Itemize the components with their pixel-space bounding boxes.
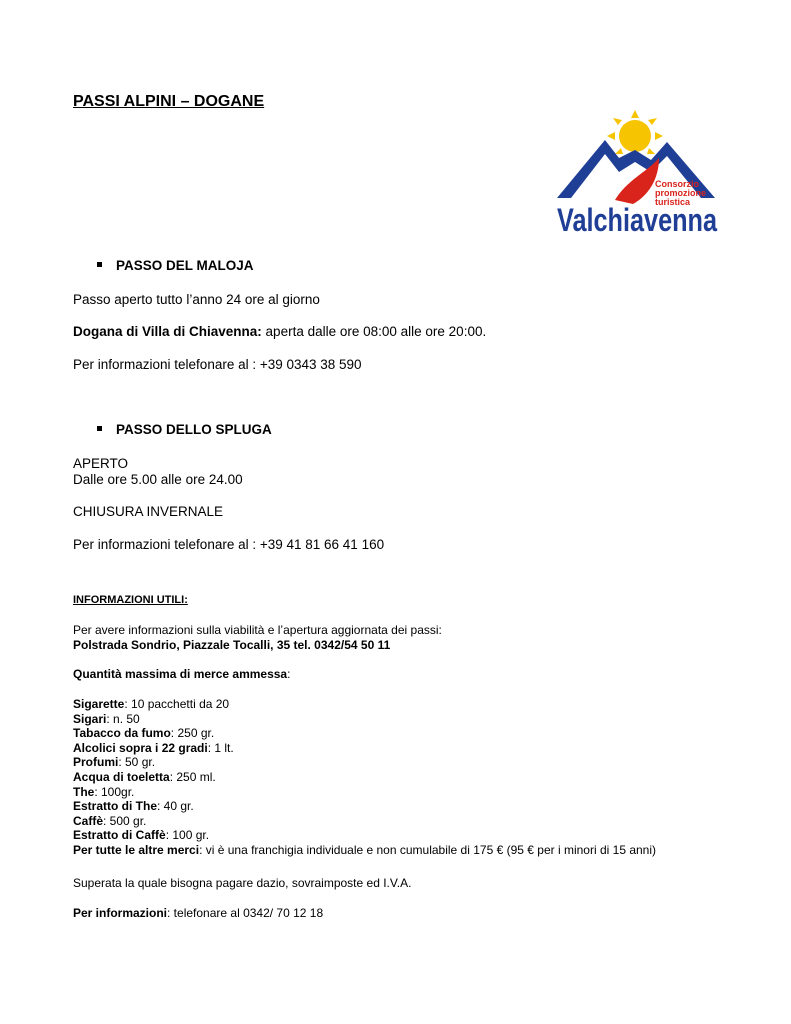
item-label: The xyxy=(73,784,95,799)
qty-label: Quantità massima di merce ammessa xyxy=(73,667,288,681)
item-label: Sigari xyxy=(73,711,107,726)
bullet-icon xyxy=(97,262,102,267)
sun-icon xyxy=(607,110,663,154)
useful-heading: INFORMAZIONI UTILI: xyxy=(73,594,188,606)
spluga-hours: Dalle ore 5.00 alle ore 24.00 xyxy=(73,472,243,487)
item-label: Estratto di The xyxy=(73,799,158,814)
polstrada-contact: Polstrada Sondrio, Piazzale Tocalli, 35 tel. 0342/54 50 11 xyxy=(73,638,391,652)
qty-colon: : xyxy=(287,667,291,681)
maloja-line1: Passo aperto tutto l’anno 24 ore al giorno xyxy=(73,292,320,307)
maloja-heading-text: PASSO DEL MALOJA xyxy=(116,258,254,273)
list-item xyxy=(73,755,656,770)
item-value: : 250 ml. xyxy=(169,769,216,784)
item-label: Alcolici sopra i 22 gradi xyxy=(73,740,208,755)
maloja-dogana xyxy=(73,323,486,340)
bullet-icon xyxy=(97,426,102,431)
item-label: Acqua di toeletta xyxy=(73,769,170,784)
list-item xyxy=(73,697,656,712)
valchiavenna-logo xyxy=(555,110,721,234)
item-value: : 50 gr. xyxy=(118,755,156,770)
logo-subtitle-2: promozione xyxy=(655,188,706,198)
spluga-heading-text: PASSO DELLO SPLUGA xyxy=(116,422,272,437)
item-value: : vi è una franchigia individuale e non cumulabile di 175 € (95 € per i minori di 15 anni) xyxy=(199,842,657,857)
item-label: Per tutte le altre merci xyxy=(73,842,200,857)
maloja-dogana-label: Dogana di Villa di Chiavenna: xyxy=(73,324,262,339)
item-value: : 10 pacchetti da 20 xyxy=(124,697,230,711)
logo-subtitle-1: Consorzio xyxy=(655,179,699,189)
logo-subtitle-3: turistica xyxy=(655,197,691,207)
maloja-info: Per informazioni telefonare al : +39 0343 38 590 xyxy=(73,357,362,372)
list-item xyxy=(73,828,656,843)
final-info xyxy=(73,906,323,921)
item-label: Estratto di Caffè xyxy=(73,828,166,843)
list-item xyxy=(73,785,656,800)
section-heading-spluga xyxy=(97,422,272,437)
item-value: : 100 gr. xyxy=(165,828,210,843)
section-heading-maloja xyxy=(97,258,254,273)
item-label: Sigarette xyxy=(73,697,125,711)
item-value: : 500 gr. xyxy=(103,813,147,828)
final-info-text: : telefonare al 0342/ 70 12 18 xyxy=(167,906,324,920)
item-label: Tabacco da fumo xyxy=(73,726,171,741)
page-title: PASSI ALPINI – DOGANE xyxy=(73,93,265,110)
list-item xyxy=(73,741,656,756)
spluga-open: APERTO xyxy=(73,456,129,471)
list-item xyxy=(73,712,656,727)
allowance-list xyxy=(73,697,656,858)
logo-wordmark: Valchiavenna xyxy=(557,202,718,234)
item-label: Profumi xyxy=(73,755,119,770)
item-value: : 1 lt. xyxy=(207,740,234,755)
surcharge-note: Superata la quale bisogna pagare dazio, sovraimposte ed I.V.A. xyxy=(73,876,412,890)
item-value: : n. 50 xyxy=(106,711,140,726)
spluga-info: Per informazioni telefonare al : +39 41 81 66 41 160 xyxy=(73,537,385,552)
list-item xyxy=(73,843,656,858)
list-item xyxy=(73,814,656,829)
list-item xyxy=(73,726,656,741)
qty-heading xyxy=(73,667,290,682)
item-value: : 40 gr. xyxy=(157,799,194,814)
spluga-winter: CHIUSURA INVERNALE xyxy=(73,504,224,519)
item-label: Caffè xyxy=(73,813,104,828)
item-value: : 100gr. xyxy=(94,784,135,799)
list-item xyxy=(73,799,656,814)
maloja-dogana-text: aperta dalle ore 08:00 alle ore 20:00. xyxy=(261,324,487,339)
useful-intro: Per avere informazioni sulla viabilità e l’apertura aggiornata dei passi: xyxy=(73,623,442,637)
item-value: : 250 gr. xyxy=(170,726,215,741)
final-info-label: Per informazioni xyxy=(73,906,168,920)
list-item xyxy=(73,770,656,785)
